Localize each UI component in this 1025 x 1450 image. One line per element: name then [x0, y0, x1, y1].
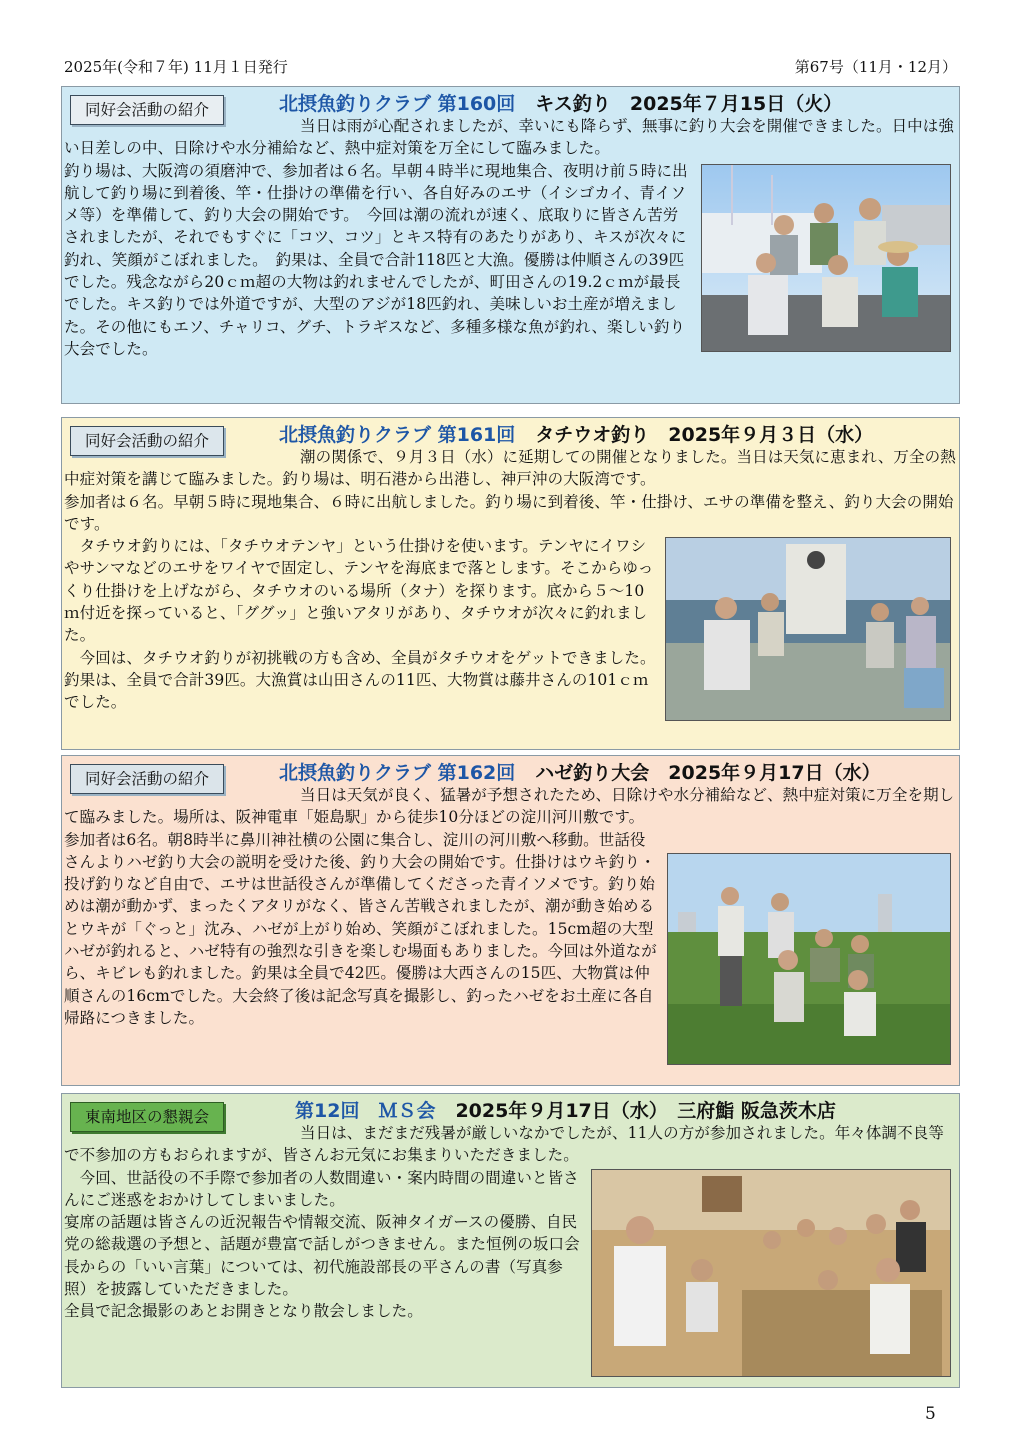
paragraph: 参加者は6名。朝8時半に鼻川神社横の公園に集合し、淀川の河川敷へ移動。世話役さんよりハゼ釣り大会の説明を受けた後、釣り大会の開始です。仕掛けはウキ釣り・投げ釣りなど自由で、エサは世話役さんが準備してくださった青イソメです。釣り始めは潮が動かず、まったくアタリがなく、皆さん苦戦されましたが、潮が動き始めるとウキが「ぐっと」沈み、ハゼが上がり始め、笑顔がこぼれました。15cm超の大型ハゼが釣れると、ハゼ特有の強烈な引きを楽しむ場面もありました。今回は外道ながら、キビレも釣れました。釣果は全員で42匹。優勝は大西さんの15匹、大物賞は仲順さんの16cmでした。大会終了後は記念写真を撮影し、釣ったハゼをお土産に各自帰路につきました。 — [64, 830, 657, 1027]
paragraph: 全員で記念撮影のあとお開きとなり散会しました。 — [64, 1302, 423, 1321]
section-title — [279, 89, 842, 116]
photo-fishing-group-boat — [665, 537, 951, 721]
event-name: ハゼ釣り大会 2025年９月17日（水） — [535, 762, 881, 784]
section-title — [295, 1096, 836, 1123]
section-body — [62, 446, 959, 721]
section-body — [62, 784, 959, 1065]
event-name: タチウオ釣り 2025年９月３日（水） — [535, 424, 874, 446]
paragraph: 今回、世話役の不手際で参加者の人数間違い・案内時間の間違いと皆さんにご迷惑をおかけしてしまいました。 — [64, 1168, 579, 1209]
section-body — [62, 115, 959, 360]
section-tag: 同好会活動の紹介 — [70, 95, 224, 125]
club-name: 北摂魚釣りクラブ 第161回 — [279, 424, 516, 446]
paragraph: 釣り場は、大阪湾の須磨沖で、参加者は６名。早朝４時半に現地集合、夜明け前５時に出航して釣り場に到着後、竿・仕掛けの準備を行い、各自好みのエサ（イシゴカイ、青イソメ等）を準備して、釣り大会の開始です。 今回は潮の流れが速く、底取りに皆さん苦労されましたが、それでもすぐに「コツ、コツ」とキス特有のあたりがあり、キスが次々に釣れ、笑顔がこぼれました。 釣果は、全員で合計118匹と大漁。優勝は仲順さんの39匹でした。残念ながら20ｃｍ超の大物は釣れませんでしたが、町田さんの19.2ｃｍが最長でした。キス釣りでは外道ですが、大型のアジが18匹釣れ、美味しいお土産が増えました。その他にもエソ、チャリコ、グチ、トラギスなど、多種多様な魚が釣れ、楽しい釣り大会でした。 — [64, 161, 688, 358]
section-haze-fishing — [61, 755, 960, 1086]
section-kisu-fishing — [61, 86, 960, 404]
event-name: 第12回 ＭＳ会 — [295, 1100, 436, 1122]
paragraph: 参加者は６名。早朝５時に現地集合、６時に出航しました。釣り場に到着後、竿・仕掛け、エサの準備を整え、釣り大会の開始です。 — [64, 492, 954, 533]
paragraph: タチウオ釣りには、「タチウオテンヤ」という仕掛けを使います。テンヤにイワシやサンマなどのエサをワイヤで固定し、テンヤを海底まで落とします。そこからゆっくり仕掛けを上げながら、タチウオのいる場所（タナ）を探ります。底から５～10ｍ付近を探っていると、「ググッ」と強いアタリがあり、タチウオが次々に釣れました。 — [64, 537, 654, 645]
section-tag: 東南地区の懇親会 — [70, 1102, 224, 1132]
page-number: 5 — [925, 1404, 936, 1424]
paragraph: 当日は雨が心配されましたが、幸いにも降らず、無事に釣り大会を開催できました。日中は強い日差しの中、日除けや水分補給など、熱中症対策を万全にして臨みました。 — [64, 117, 954, 158]
paragraph: 当日は、まだまだ残暑が厳しいなかでしたが、11人の方が参加されました。年々体調不良等で不参加の方もおられますが、皆さんお元気にお集まりいただきました。 — [64, 1124, 944, 1165]
section-tag: 同好会活動の紹介 — [70, 426, 224, 456]
photo-fishing-group-pier — [701, 164, 951, 352]
section-tachiuo-fishing — [61, 417, 960, 750]
section-title — [279, 758, 881, 785]
paragraph: 当日は天気が良く、猛暑が予想されたため、日除けや水分補給など、熱中症対策に万全を期して臨みました。場所は、阪神電車「姫島駅」から徒歩10分ほどの淀川河川敷です。 — [64, 786, 955, 827]
issue-number: 第67号（11月・12月） — [794, 58, 957, 76]
paragraph: 宴席の話題は皆さんの近況報告や情報交流、阪神タイガースの優勝、自民党の総裁選の予想と、話題が豊富で話しがつきません。また恒例の坂口会長からの「いい言葉」については、初代施設部長の平さんの書（写真参照）を披露していただきました。 — [64, 1213, 580, 1299]
section-tag: 同好会活動の紹介 — [70, 764, 224, 794]
photo-fishing-group-riverbank — [667, 853, 951, 1065]
section-title — [279, 420, 873, 447]
event-date-venue: 2025年９月17日（水） 三府鮨 阪急茨木店 — [455, 1100, 836, 1122]
club-name: 北摂魚釣りクラブ 第160回 — [279, 93, 516, 115]
issue-date: 2025年(令和７年) 11月１日発行 — [64, 58, 288, 76]
event-name: キス釣り 2025年７月15日（火） — [535, 93, 843, 115]
paragraph: 潮の関係で、９月３日（水）に延期しての開催となりました。当日は天気に恵まれ、万全の熱中症対策を講じて臨みました。釣り場は、明石港から出港し、神戸沖の大阪湾です。 — [64, 448, 956, 489]
photo-dinner-group — [591, 1169, 951, 1377]
paragraph: 今回は、タチウオ釣りが初挑戦の方も含め、全員がタチウオをゲットできました。釣果は、全員で合計39匹。大漁賞は山田さんの11匹、大物賞は藤井さんの101ｃｍでした。 — [64, 648, 656, 712]
section-ms-kai — [61, 1093, 960, 1388]
club-name: 北摂魚釣りクラブ 第162回 — [279, 762, 516, 784]
section-body — [62, 1122, 959, 1377]
